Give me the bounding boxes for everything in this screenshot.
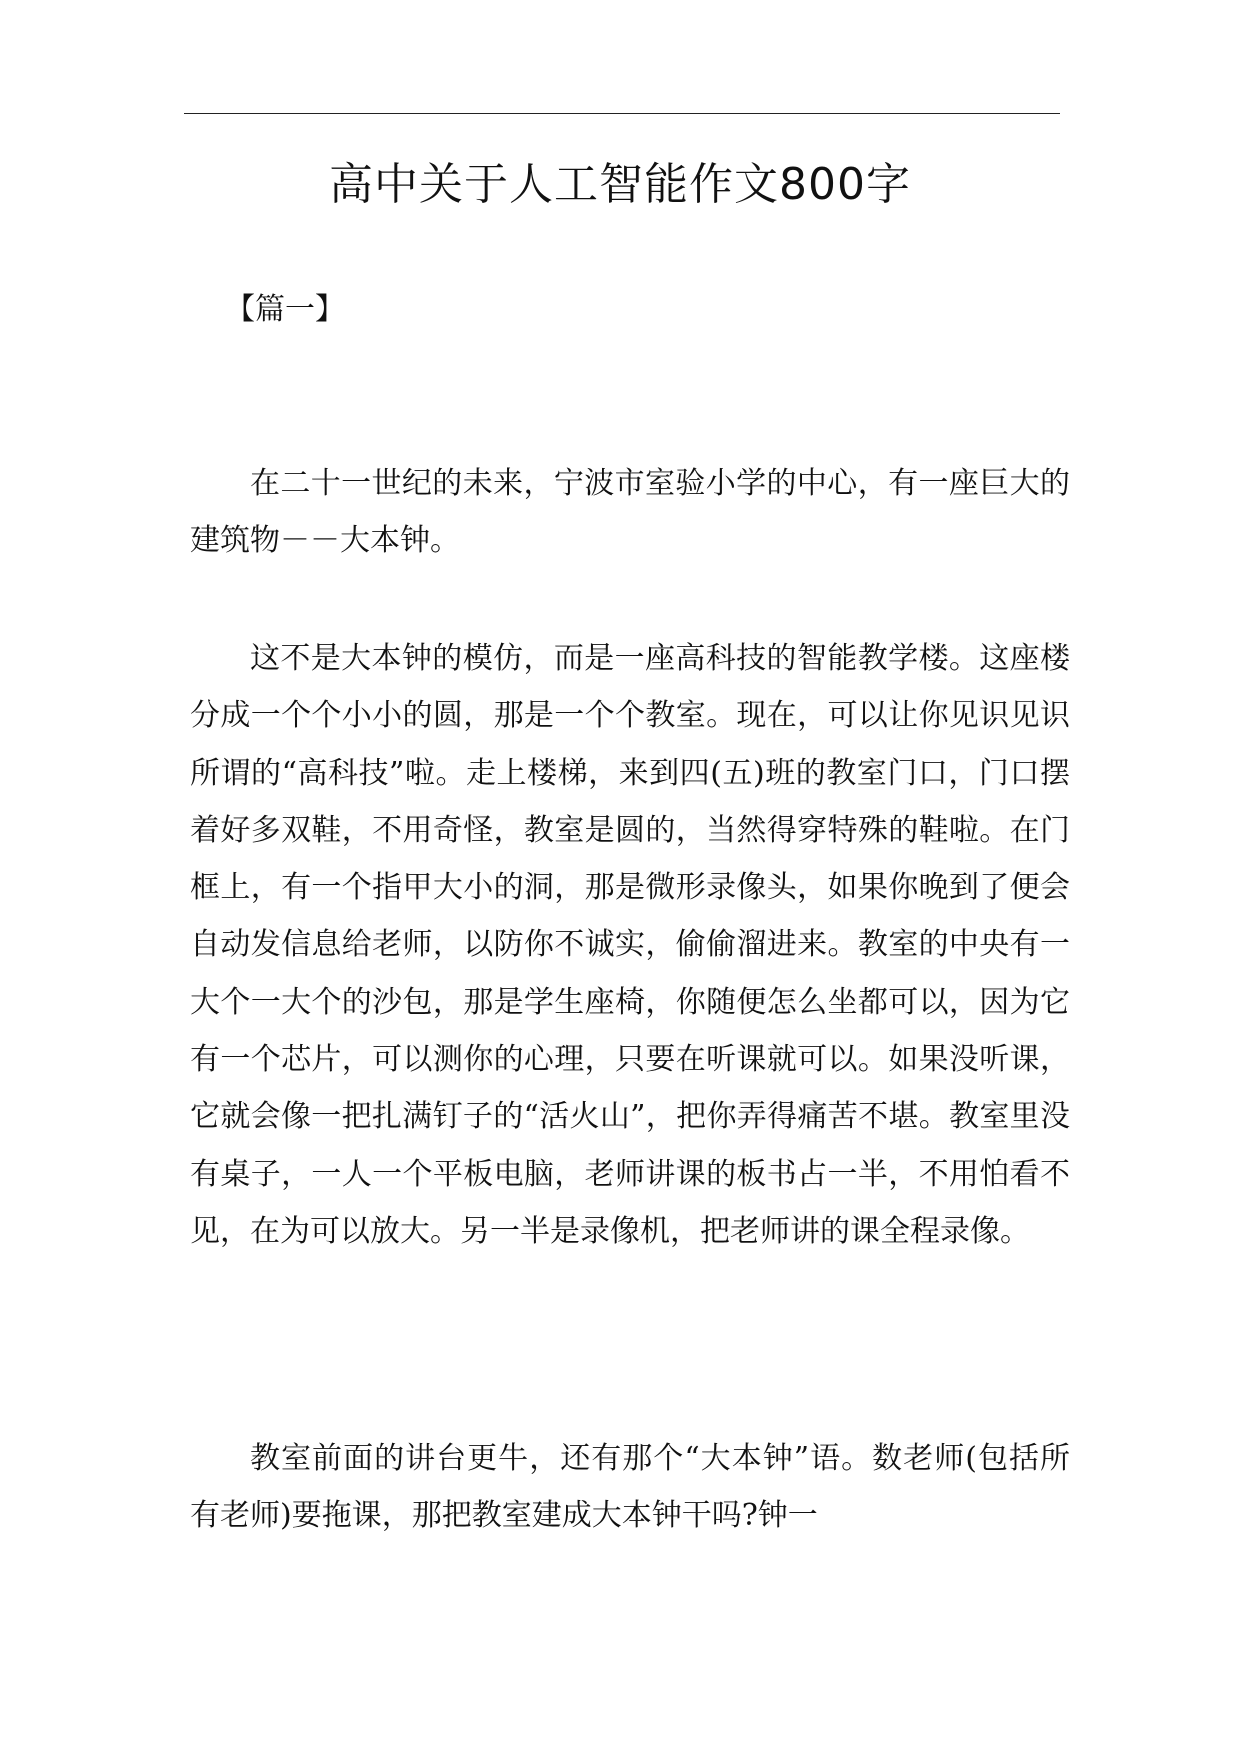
paragraph-3: 教室前面的讲台更牛，还有那个“大本钟”语。数老师(包括所有老师)要拖课，那把教室建成大本钟干吗?钟一 — [190, 1441, 1070, 1534]
paragraph-2: 这不是大本钟的模仿，而是一座高科技的智能教学楼。这座楼分成一个个小小的圆，那是一个个教室。现在，可以让你见识见识所谓的“高科技”啦。走上楼梯，来到四(五)班的教室门口，门口摆着好多双鞋，不用奇怪，教室是圆的，当然得穿特殊的鞋啦。在门框上，有一个指甲大小的洞，那是微形录像头，如果你晚到了便会自动发信息给老师，以防你不诚实，偷偷溜进来。教室的中央有一大个一大个的沙包，那是学生座椅，你随便怎么坐都可以，因为它有一个芯片，可以测你的心理，只要在听课就可以。如果没听课，它就会像一把扎满钉子的“活火山”，把你弄得痛苦不堪。教室里没有桌子，一人一个平板电脑，老师讲课的板书占一半，不用怕看不见，在为可以放大。另一半是录像机，把老师讲的课全程录像。 — [190, 641, 1070, 1249]
document-title: 高中关于人工智能作文800字 — [329, 159, 911, 210]
paragraph-1: 在二十一世纪的未来，宁波市室验小学的中心，有一座巨大的建筑物－－大本钟。 — [190, 466, 1070, 559]
header-rule — [184, 113, 1060, 114]
section-label: 【篇一】 — [225, 292, 345, 327]
